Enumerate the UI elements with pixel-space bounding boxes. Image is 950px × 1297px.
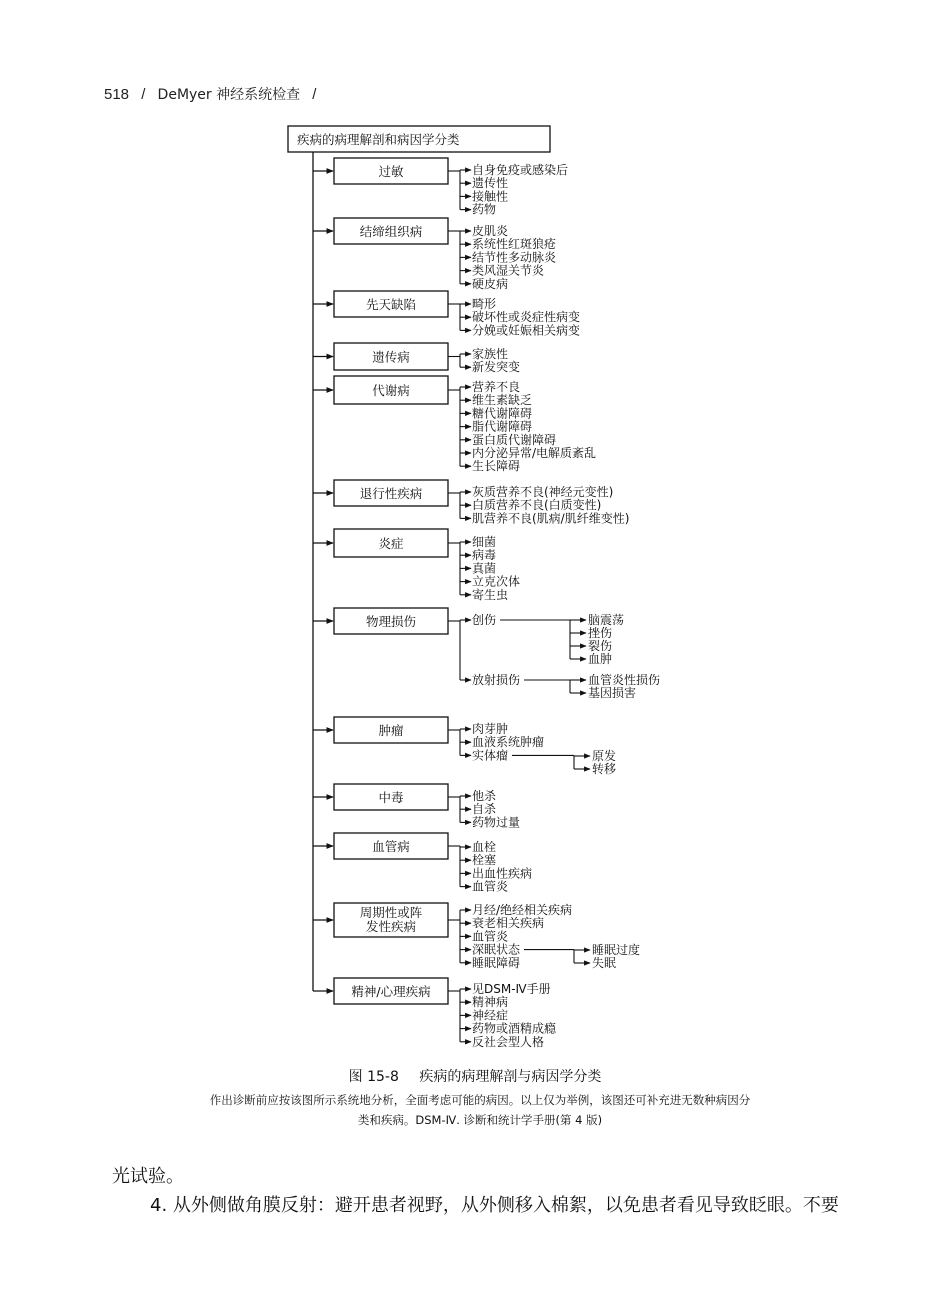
sub-item-label: 血管炎性损伤 bbox=[588, 673, 661, 687]
item-label: 病毒 bbox=[472, 548, 497, 563]
header-separator-end: / bbox=[312, 86, 317, 103]
item-label: 深眠状态 bbox=[472, 942, 521, 957]
item-label: 反社会型人格 bbox=[472, 1034, 545, 1049]
item-label: 血栓 bbox=[472, 840, 497, 854]
category-label: 周期性或阵 bbox=[359, 905, 423, 920]
category-label: 先天缺陷 bbox=[365, 297, 417, 312]
category-label: 遗传病 bbox=[372, 349, 410, 365]
item-label: 药物过量 bbox=[472, 815, 521, 830]
item-label: 血液系统肿瘤 bbox=[472, 735, 545, 750]
figure-title bbox=[0, 1066, 950, 1086]
item-label: 出血性疾病 bbox=[472, 866, 533, 881]
category-label: 代谢病 bbox=[372, 383, 410, 398]
item-label: 皮肌炎 bbox=[472, 224, 509, 238]
item-label: 遗传性 bbox=[472, 176, 509, 191]
item-label: 睡眠障碍 bbox=[472, 955, 521, 970]
figure-title-text: 疾病的病理解剖与病因学分类 bbox=[419, 1069, 602, 1085]
item-label: 肉芽肿 bbox=[472, 722, 509, 736]
item-label: 新发突变 bbox=[472, 360, 521, 375]
item-label: 脂代谢障碍 bbox=[472, 419, 533, 434]
sub-item-label: 睡眠过度 bbox=[592, 943, 641, 957]
category-label: 退行性疾病 bbox=[359, 486, 423, 501]
item-label: 寄生虫 bbox=[472, 587, 509, 602]
item-label: 细菌 bbox=[472, 535, 497, 549]
item-label: 分娩或妊娠相关病变 bbox=[472, 323, 581, 338]
item-label: 神经症 bbox=[472, 1008, 509, 1023]
category-label: 过敏 bbox=[378, 164, 404, 179]
item-label: 药物 bbox=[472, 202, 497, 217]
item-label: 放射损伤 bbox=[472, 673, 521, 687]
item-label: 创伤 bbox=[472, 613, 497, 627]
sub-item-label: 挫伤 bbox=[588, 626, 613, 640]
item-label: 药物或酒精成瘾 bbox=[472, 1021, 557, 1036]
item-label: 硬皮病 bbox=[472, 276, 509, 291]
item-label: 家族性 bbox=[472, 347, 509, 361]
item-label: 结节性多动脉炎 bbox=[472, 250, 557, 265]
category-label: 肿瘤 bbox=[378, 723, 404, 738]
item-label: 破坏性或炎症性病变 bbox=[472, 310, 581, 325]
item-label: 内分泌异常/电解质紊乱 bbox=[472, 446, 597, 460]
sub-item-label: 失眠 bbox=[592, 956, 617, 970]
item-label: 生长障碍 bbox=[472, 459, 521, 474]
category-label: 炎症 bbox=[378, 536, 404, 551]
item-label: 月经/绝经相关疾病 bbox=[472, 903, 573, 917]
item-label: 他杀 bbox=[472, 789, 497, 803]
item-label: 营养不良 bbox=[472, 380, 521, 394]
item-label: 接触性 bbox=[472, 189, 509, 204]
body-paragraph-2: 4. 从外侧做角膜反射：避开患者视野，从外侧移入棉絮，以免患者看见导致眨眼。不要 bbox=[150, 1195, 839, 1216]
figure-caption bbox=[140, 1090, 820, 1130]
item-label: 精神病 bbox=[472, 995, 509, 1010]
item-label: 蛋白质代谢障碍 bbox=[472, 432, 557, 447]
item-label: 灰质营养不良(神经元变性) bbox=[472, 485, 614, 499]
item-label: 自杀 bbox=[472, 802, 497, 817]
category-label: 结缔组织病 bbox=[359, 224, 423, 239]
item-label: 血管炎 bbox=[472, 929, 509, 944]
item-label: 衰老相关疾病 bbox=[472, 916, 545, 931]
root-label: 疾病的病理解剖和病因学分类 bbox=[297, 132, 460, 147]
item-label: 畸形 bbox=[472, 297, 497, 311]
item-label: 白质营养不良(白质变性) bbox=[472, 498, 602, 513]
page-number: 518 bbox=[104, 86, 130, 103]
item-label: 肌营养不良(肌病/肌纤维变性) bbox=[472, 511, 630, 526]
item-label: 血管炎 bbox=[472, 879, 509, 894]
item-label: 维生素缺乏 bbox=[472, 393, 533, 408]
caption-line-1: 作出诊断前应按该图所示系统地分析，全面考虑可能的病因。以上仅为举例，该图还可补充进无数种病因分 bbox=[209, 1093, 751, 1107]
figure-number: 图 15-8 bbox=[348, 1069, 399, 1085]
caption-line-2: 类和疾病。DSM-Ⅳ. 诊断和统计学手册(第 4 版) bbox=[357, 1113, 603, 1127]
book-title: DeMyer 神经系统检查 bbox=[157, 87, 301, 103]
header-separator: / bbox=[141, 86, 146, 103]
category-label: 物理损伤 bbox=[365, 614, 417, 629]
category-label: 中毒 bbox=[378, 790, 404, 805]
item-label: 真菌 bbox=[472, 561, 497, 576]
item-label: 实体瘤 bbox=[472, 748, 509, 763]
category-label: 发性疾病 bbox=[365, 919, 417, 934]
item-label: 立克次体 bbox=[472, 574, 521, 589]
category-label: 血管病 bbox=[372, 839, 410, 854]
sub-item-label: 基因损害 bbox=[588, 686, 637, 700]
item-label: 栓塞 bbox=[472, 853, 497, 868]
body-paragraph-1: 光试验。 bbox=[112, 1166, 184, 1187]
item-label: 自身免疫或感染后 bbox=[472, 163, 569, 177]
sub-item-label: 裂伤 bbox=[588, 639, 613, 653]
sub-item-label: 转移 bbox=[592, 762, 617, 776]
category-label: 精神/心理疾病 bbox=[351, 984, 431, 999]
sub-item-label: 血肿 bbox=[588, 652, 613, 666]
sub-item-label: 脑震荡 bbox=[588, 613, 625, 627]
item-label: 系统性红斑狼疮 bbox=[472, 237, 557, 252]
item-label: 糖代谢障碍 bbox=[472, 406, 533, 421]
sub-item-label: 原发 bbox=[592, 749, 617, 763]
item-label: 见DSM-Ⅳ手册 bbox=[472, 982, 551, 996]
item-label: 类风湿关节炎 bbox=[472, 263, 545, 278]
